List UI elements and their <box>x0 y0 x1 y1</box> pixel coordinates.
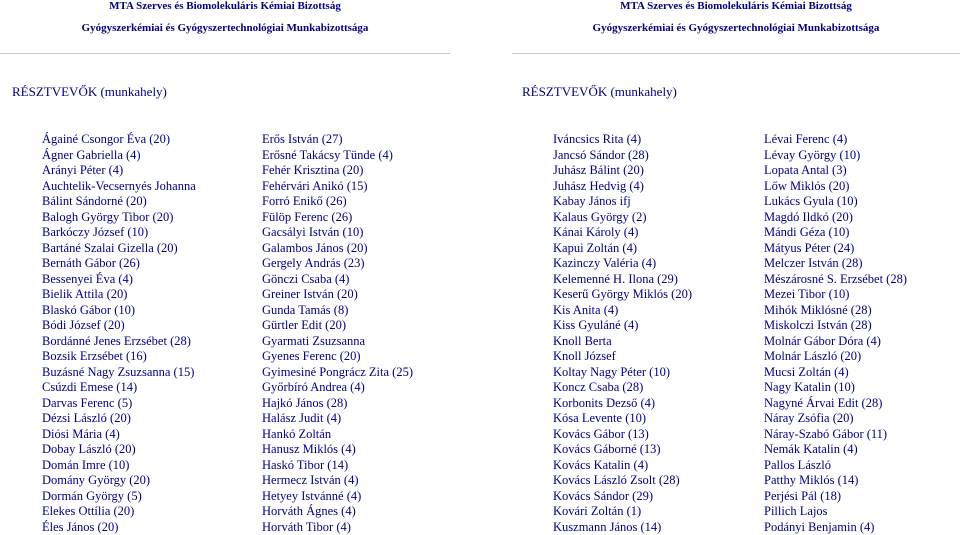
participant-entry: Forró Enikő (26) <box>262 194 413 210</box>
section-title: RÉSZTVEVŐK (munkahely) <box>12 84 167 100</box>
participant-column-3 <box>553 132 692 535</box>
participant-entry: Molnár László (20) <box>764 349 907 365</box>
participant-entry: Bálint Sándorné (20) <box>42 194 196 210</box>
participant-entry: Kiss Gyuláné (4) <box>553 318 692 334</box>
participant-entry: Bielik Attila (20) <box>42 287 196 303</box>
participant-entry: Hajkó János (28) <box>262 396 413 412</box>
participant-entry: Horváth Tibor (4) <box>262 520 413 535</box>
participant-entry: Darvas Ferenc (5) <box>42 396 196 412</box>
participant-entry: Koncz Csaba (28) <box>553 380 692 396</box>
header-committee: MTA Szerves és Biomolekuláris Kémiai Bizottság <box>0 0 450 13</box>
participant-entry: Bozsik Erzsébet (16) <box>42 349 196 365</box>
participant-entry: Barkóczy József (10) <box>42 225 196 241</box>
participant-entry: Mátyus Péter (24) <box>764 241 907 257</box>
participant-entry: Auchtelik-Vecsernyés Johanna <box>42 179 196 195</box>
participant-entry: Iváncsics Rita (4) <box>553 132 692 148</box>
participant-entry: Bartáné Szalai Gizella (20) <box>42 241 196 257</box>
header-divider <box>0 53 450 54</box>
participant-entry: Keserű György Miklós (20) <box>553 287 692 303</box>
participant-entry: Ágner Gabriella (4) <box>42 148 196 164</box>
participant-entry: Balogh György Tibor (20) <box>42 210 196 226</box>
participant-entry: Náray-Szabó Gábor (11) <box>764 427 907 443</box>
participant-entry: Lévai Ferenc (4) <box>764 132 907 148</box>
participant-entry: Kovári Zoltán (1) <box>553 504 692 520</box>
participant-entry: Domán Imre (10) <box>42 458 196 474</box>
participant-entry: Kabay János ifj <box>553 194 692 210</box>
participant-entry: Magdó Ildkó (20) <box>764 210 907 226</box>
participant-entry: Nemák Katalin (4) <box>764 442 907 458</box>
left-slide <box>0 0 480 532</box>
participant-entry: Gergely András (23) <box>262 256 413 272</box>
participant-entry: Bernáth Gábor (26) <box>42 256 196 272</box>
participant-entry: Molnár Gábor Dóra (4) <box>764 334 907 350</box>
participant-column-1 <box>42 132 196 535</box>
participant-entry: Mándi Géza (10) <box>764 225 907 241</box>
participant-entry: Kazinczy Valéria (4) <box>553 256 692 272</box>
participant-entry: Erős István (27) <box>262 132 413 148</box>
participant-entry: Blaskó Gábor (10) <box>42 303 196 319</box>
participant-entry: Jancsó Sándor (28) <box>553 148 692 164</box>
participant-entry: Dobay László (20) <box>42 442 196 458</box>
participant-entry: Knoll József <box>553 349 692 365</box>
participant-entry: Koltay Nagy Péter (10) <box>553 365 692 381</box>
participant-entry: Kapui Zoltán (4) <box>553 241 692 257</box>
participant-entry: Haskó Tibor (14) <box>262 458 413 474</box>
participant-entry: Melczer István (28) <box>764 256 907 272</box>
participant-entry: Bessenyei Éva (4) <box>42 272 196 288</box>
participant-entry: Podányi Benjamin (4) <box>764 520 907 535</box>
participant-entry: Arányi Péter (4) <box>42 163 196 179</box>
participant-entry: Halász Judit (4) <box>262 411 413 427</box>
participant-column-4 <box>764 132 907 535</box>
participant-entry: Mihók Miklósné (28) <box>764 303 907 319</box>
participant-entry: Csúzdi Emese (14) <box>42 380 196 396</box>
participant-entry: Hermecz István (4) <box>262 473 413 489</box>
participant-entry: Kovács Katalin (4) <box>553 458 692 474</box>
participant-entry: Domány György (20) <box>42 473 196 489</box>
participant-entry: Perjési Pál (18) <box>764 489 907 505</box>
participant-entry: Mészárosné S. Erzsébet (28) <box>764 272 907 288</box>
participant-entry: Mezei Tibor (10) <box>764 287 907 303</box>
participant-entry: Dormán György (5) <box>42 489 196 505</box>
participant-entry: Fehér Krisztina (20) <box>262 163 413 179</box>
participant-entry: Fehérvári Anikó (15) <box>262 179 413 195</box>
participant-entry: Kánai Károly (4) <box>553 225 692 241</box>
participant-entry: Gyimesiné Pongrácz Zita (25) <box>262 365 413 381</box>
participant-entry: Győrbíró Andrea (4) <box>262 380 413 396</box>
participant-entry: Éles János (20) <box>42 520 196 535</box>
participant-entry: Hanusz Miklós (4) <box>262 442 413 458</box>
participant-entry: Lopata Antal (3) <box>764 163 907 179</box>
participant-entry: Fülöp Ferenc (26) <box>262 210 413 226</box>
participant-entry: Gacsályi István (10) <box>262 225 413 241</box>
participant-entry: Buzásné Nagy Zsuzsanna (15) <box>42 365 196 381</box>
participant-entry: Pallos László <box>764 458 907 474</box>
header-subcommittee: Gyógyszerkémiai és Gyógyszertechnológiai Munkabizottsága <box>0 22 450 35</box>
right-slide <box>480 0 960 532</box>
participant-entry: Greiner István (20) <box>262 287 413 303</box>
participant-entry: Mucsi Zoltán (4) <box>764 365 907 381</box>
header-subcommittee: Gyógyszerkémiai és Gyógyszertechnológiai Munkabizottsága <box>512 22 960 35</box>
participant-entry: Gürtler Edit (20) <box>262 318 413 334</box>
participant-entry: Kovács Gábor (13) <box>553 427 692 443</box>
header-divider <box>512 53 960 54</box>
participant-entry: Erősné Takácsy Tünde (4) <box>262 148 413 164</box>
section-title: RÉSZTVEVŐK (munkahely) <box>522 84 677 100</box>
header-committee: MTA Szerves és Biomolekuláris Kémiai Bizottság <box>512 0 960 13</box>
participant-entry: Bódi József (20) <box>42 318 196 334</box>
participant-entry: Hetyey Istvánné (4) <box>262 489 413 505</box>
participant-entry: Lőw Miklós (20) <box>764 179 907 195</box>
participant-entry: Kovács Sándor (29) <box>553 489 692 505</box>
participant-entry: Horváth Ágnes (4) <box>262 504 413 520</box>
participant-entry: Pillich Lajos <box>764 504 907 520</box>
participant-entry: Kovács László Zsolt (28) <box>553 473 692 489</box>
participant-entry: Patthy Miklós (14) <box>764 473 907 489</box>
participant-entry: Kósa Levente (10) <box>553 411 692 427</box>
participant-entry: Gönczi Csaba (4) <box>262 272 413 288</box>
participant-entry: Kalaus György (2) <box>553 210 692 226</box>
participant-entry: Kovács Gáborné (13) <box>553 442 692 458</box>
participant-entry: Kis Anita (4) <box>553 303 692 319</box>
participant-entry: Hankó Zoltán <box>262 427 413 443</box>
participant-entry: Gyenes Ferenc (20) <box>262 349 413 365</box>
participant-entry: Elekes Ottília (20) <box>42 504 196 520</box>
participant-entry: Dézsi László (20) <box>42 411 196 427</box>
participant-entry: Náray Zsófia (20) <box>764 411 907 427</box>
participant-column-2 <box>262 132 413 535</box>
participant-entry: Nagyné Árvai Edit (28) <box>764 396 907 412</box>
participant-entry: Nagy Katalin (10) <box>764 380 907 396</box>
participant-entry: Kelemenné H. Ilona (29) <box>553 272 692 288</box>
participant-entry: Bordánné Jenes Erzsébet (28) <box>42 334 196 350</box>
participant-entry: Lukács Gyula (10) <box>764 194 907 210</box>
participant-entry: Galambos János (20) <box>262 241 413 257</box>
participant-entry: Ágainé Csongor Éva (20) <box>42 132 196 148</box>
participant-entry: Korbonits Dezső (4) <box>553 396 692 412</box>
participant-entry: Gyarmati Zsuzsanna <box>262 334 413 350</box>
participant-entry: Gunda Tamás (8) <box>262 303 413 319</box>
participant-entry: Kuszmann János (14) <box>553 520 692 535</box>
participant-entry: Lévay György (10) <box>764 148 907 164</box>
participant-entry: Knoll Berta <box>553 334 692 350</box>
participant-entry: Juhász Hedvig (4) <box>553 179 692 195</box>
participant-entry: Juhász Bálint (20) <box>553 163 692 179</box>
participant-entry: Diósi Mária (4) <box>42 427 196 443</box>
participant-entry: Miskolczi István (28) <box>764 318 907 334</box>
